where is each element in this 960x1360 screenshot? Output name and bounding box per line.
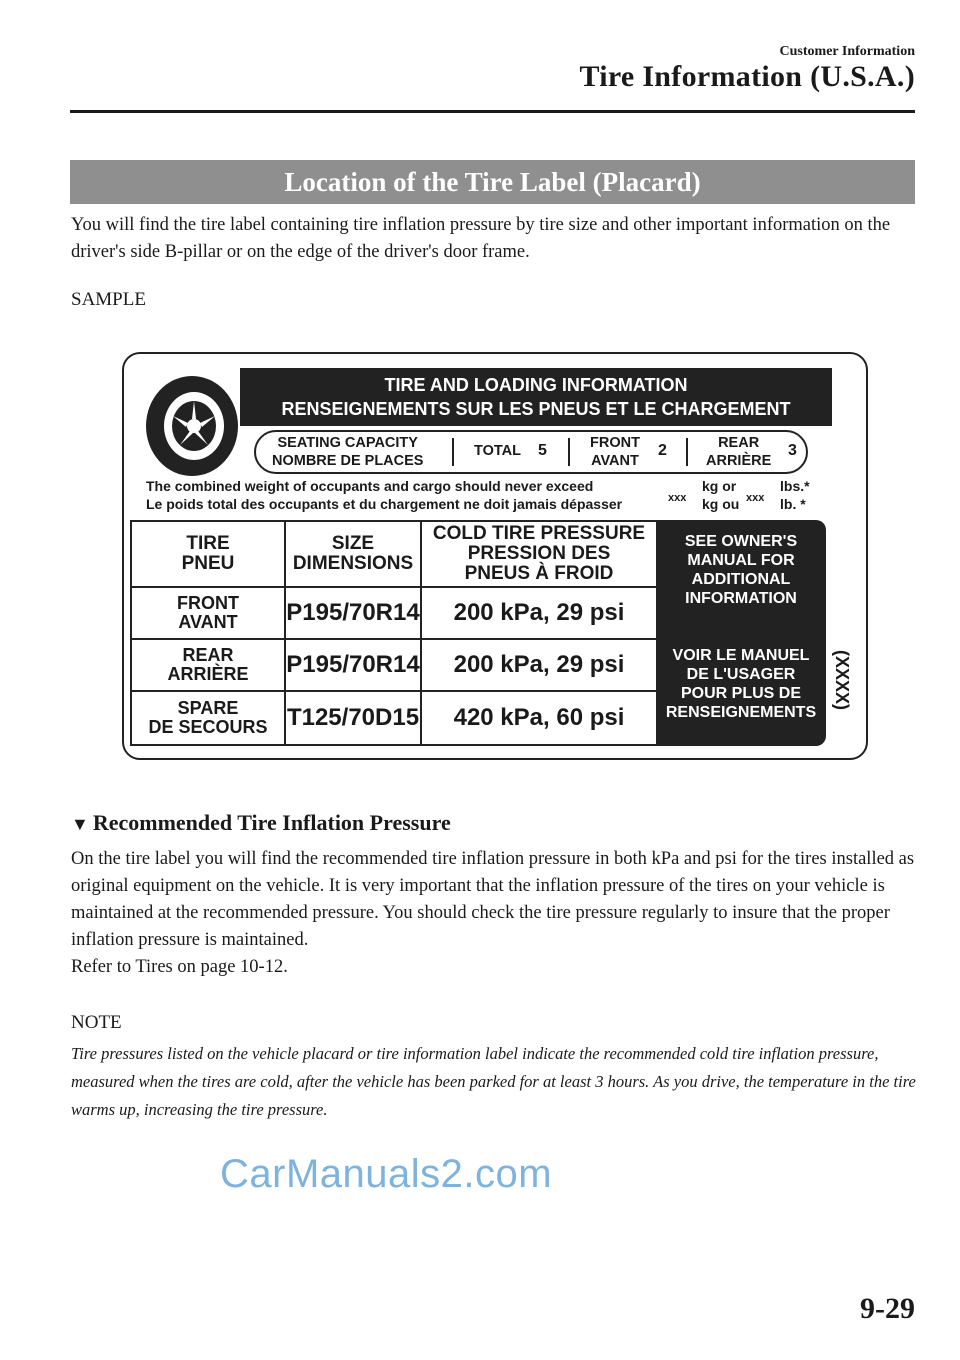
owners-manual-notice-fr (656, 646, 826, 722)
col-size-en: SIZE (331, 533, 375, 554)
placard-title (240, 368, 832, 426)
row-rear-label (130, 638, 286, 692)
row-front-label (130, 586, 286, 640)
row-rear-size: P195/70R14 (284, 638, 422, 692)
row-spare-label (130, 690, 286, 746)
recommended-paragraph (71, 846, 916, 981)
col-pressure-line1: COLD TIRE PRESSURE (432, 523, 646, 544)
kg-or-label: kg or (702, 478, 737, 494)
weight-limit-fr: Le poids total des occupants et du chargement ne doit jamais dépasser (146, 496, 623, 512)
placard-title-en: TIRE AND LOADING INFORMATION (384, 375, 688, 395)
row-spare-size: T125/70D15 (284, 690, 422, 746)
col-tire-fr: PNEU (181, 553, 235, 574)
seating-front-fr: AVANT (591, 453, 639, 469)
row-label-fr: DE SECOURS (148, 717, 268, 737)
lbs-label: lbs.* (780, 478, 810, 494)
note-label: NOTE (71, 1012, 122, 1033)
placard-title-fr: RENSEIGNEMENTS SUR LES PNEUS ET LE CHARGEMENT (281, 399, 791, 419)
notice-line: INFORMATION (685, 590, 797, 607)
seating-front-en: FRONT (590, 435, 640, 451)
seating-rear-en: REAR (718, 435, 760, 451)
header-section-name: Customer Information (779, 44, 915, 59)
placard-code: (XXXX) (832, 650, 852, 711)
row-label-en: SPARE (177, 698, 239, 718)
kg-ou-label: kg ou (702, 496, 740, 512)
col-size-fr: DIMENSIONS (292, 553, 414, 574)
row-label-fr: AVANT (178, 612, 238, 632)
lb-label: lb. * (780, 496, 806, 512)
notice-line: DE L'USAGER (686, 666, 796, 683)
watermark: CarManuals2.com (220, 1152, 553, 1196)
notice-line: POUR PLUS DE (680, 685, 801, 702)
page-reference-link[interactable]: Refer to Tires on page 10-12. (71, 957, 288, 977)
seating-label-fr: NOMBRE DE PLACES (272, 453, 424, 469)
tire-wheel-icon (140, 370, 248, 478)
seating-label-en: SEATING CAPACITY (277, 435, 418, 451)
notice-line: SEE OWNER'S (684, 533, 798, 550)
header-chapter-title: Tire Information (U.S.A.) (579, 60, 915, 93)
notice-line: ADDITIONAL (691, 571, 791, 588)
col-pressure-line2: PRESSION DES (467, 543, 611, 564)
row-spare-pressure: 420 kPa, 60 psi (420, 690, 658, 746)
row-label-en: FRONT (177, 593, 239, 613)
col-tire-en: TIRE (186, 533, 230, 554)
seating-rear-value: 3 (788, 442, 797, 459)
recommended-body: On the tire label you will find the recommended tire inflation pressure in both kPa and psi for the tires installed as original equipment on the vehicle. It is very important that the inflation pressure of the tires on your vehicle is maintained at the recommended pressure. You should check the tire pressure regularly to insure that the proper inflation pressure is maintained. (71, 849, 915, 950)
weight-kg-placeholder: xxx (668, 492, 687, 504)
row-front-size: P195/70R14 (284, 586, 422, 640)
seating-total-value: 5 (538, 442, 547, 459)
seating-rear-label (706, 434, 771, 470)
recommended-heading-text: Recommended Tire Inflation Pressure (92, 810, 451, 835)
page-number: 9-29 (860, 1292, 915, 1325)
row-label-fr: ARRIÈRE (167, 664, 249, 684)
tire-pressure-table (130, 520, 854, 746)
sample-label: SAMPLE (71, 289, 146, 310)
header-divider (70, 110, 915, 113)
seat-divider (568, 438, 570, 466)
seating-front-value: 2 (658, 442, 667, 459)
row-label-en: REAR (182, 645, 234, 665)
seating-rear-fr: ARRIÈRE (706, 453, 772, 469)
recommended-heading (71, 810, 451, 836)
tire-placard (122, 352, 868, 760)
weight-lb-placeholder: xxx (746, 492, 765, 504)
col-tire-header (130, 520, 286, 588)
section-banner: Location of the Tire Label (Placard) (70, 160, 915, 204)
notice-line: RENSEIGNEMENTS (665, 704, 817, 721)
row-rear-pressure: 200 kPa, 29 psi (420, 638, 658, 692)
row-front-pressure: 200 kPa, 29 psi (420, 586, 658, 640)
seating-capacity-row (254, 430, 808, 474)
weight-limit-en: The combined weight of occupants and cargo should never exceed (146, 478, 594, 494)
owners-manual-notice-en (656, 532, 826, 608)
notice-line: VOIR LE MANUEL (672, 647, 810, 664)
seating-capacity-label (272, 434, 423, 470)
owners-manual-notice (656, 520, 826, 746)
note-text: Tire pressures listed on the vehicle placard or tire information label indicate the recommended cold tire inflation pressure, measured when the tires are cold, after the vehicle has been parked for at least 3 hours. As you drive, the temperature in the tire warms up, increasing the tire pressure. (71, 1044, 916, 1119)
triangle-bullet-icon: ▼ (71, 814, 89, 834)
seat-divider (452, 438, 454, 466)
col-size-header (284, 520, 422, 588)
intro-paragraph: You will find the tire label containing tire inflation pressure by tire size and other important information on the driver's side B-pillar or on the edge of the driver's door frame. (71, 215, 891, 262)
col-pressure-header (420, 520, 658, 588)
seat-divider (686, 438, 688, 466)
notice-line: MANUAL FOR (687, 552, 795, 569)
seating-total-label: TOTAL (474, 443, 521, 459)
seating-front-label (590, 434, 640, 470)
col-pressure-line3: PNEUS À FROID (464, 563, 614, 584)
